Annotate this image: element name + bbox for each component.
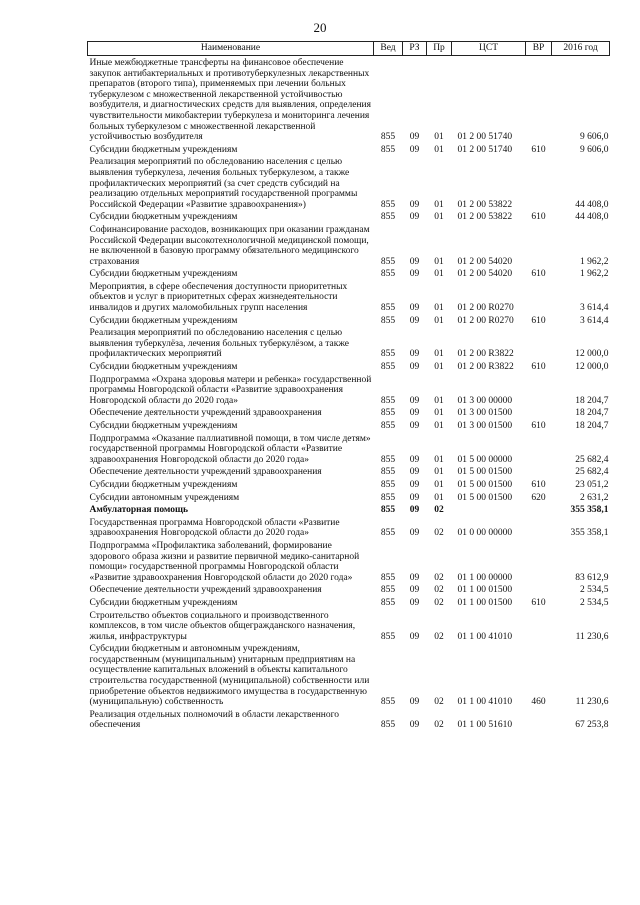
cell-ved: 855 <box>380 303 396 314</box>
cell-vr <box>526 56 552 143</box>
cell-rz: 09 <box>409 505 420 516</box>
cell-name: Подпрограмма «Профилактика заболеваний, формирование здорового образа жизни и развитие первичной медико-санитарной помощи» государственной программы Новгородской области «Развитие здравоохранения Новгородской области до 2020 года» <box>89 540 360 583</box>
cell-cst: 01 2 00 54020 <box>457 256 513 267</box>
cell-rz: 09 <box>409 315 420 326</box>
cell-pr: 01 <box>434 421 444 431</box>
cell-vr <box>526 516 552 539</box>
cell-rz: 09 <box>409 212 420 223</box>
cell-name: Субсидии бюджетным учреждениям <box>89 269 238 280</box>
cell-pr: 02 <box>434 631 444 642</box>
cell-pr: 01 <box>434 315 444 326</box>
cell-cst: 01 2 00 R0270 <box>457 315 514 326</box>
cell-ved: 855 <box>380 528 396 539</box>
cell-cst: 01 1 00 51610 <box>457 720 513 731</box>
table-row <box>88 143 610 156</box>
cell-ved: 855 <box>380 349 396 360</box>
cell-cst: 01 1 00 01500 <box>457 597 513 608</box>
cell-rz: 09 <box>409 395 420 406</box>
cell-name: Подпрограмма «Оказание паллиативной помощи, в том числе детям» государственной программы Новгородской области «Развитие здравоохранения Новгородской области до 2020 года» <box>89 433 371 465</box>
cell-name: Обеспечение деятельности учреждений здравоохранения <box>89 408 322 419</box>
cell-sum: 25 682,4 <box>575 467 609 478</box>
cell-vr: 610 <box>531 144 546 155</box>
cell-rz: 09 <box>409 349 420 360</box>
cell-sum: 12 000,0 <box>575 362 609 373</box>
cell-name: Субсидии бюджетным учреждениям <box>89 212 238 223</box>
cell-name: Реализация мероприятий по обследованию населения с целью выявления туберкулёза, лечения больных туберкулёзом, а также профилактических мероприятий <box>89 328 350 360</box>
cell-rz: 09 <box>409 362 420 373</box>
cell-rz: 09 <box>409 303 420 314</box>
cell-pr: 02 <box>434 720 444 731</box>
cell-rz: 09 <box>409 597 420 608</box>
table-row <box>88 516 610 539</box>
cell-rz: 09 <box>409 631 420 642</box>
cell-vr: 610 <box>531 212 546 223</box>
column-header-pr: Пр <box>427 42 452 56</box>
cell-ved: 855 <box>380 505 396 516</box>
cell-name: Иные межбюджетные трансферты на финансовое обеспечение закупок антибактериальных и противотуберкулезных лекарственных препаратов (второго типа), применяемых при лечении больных туберкулезом с множественной лекарственной устойчивостью возбудителя, и диагностических средств для выявления, определения чувствительности микобактерии туберкулеза и мониторинга лечения больных туберкулезом с множественной лекарственной устойчивостью возбудителя <box>89 58 371 143</box>
cell-name: Реализация отдельных полномочий в области лекарственного обеспечения <box>89 709 340 731</box>
cell-ved: 855 <box>380 454 396 465</box>
cell-cst: 01 2 00 R0270 <box>457 303 514 314</box>
cell-cst: 01 1 00 01500 <box>457 585 513 596</box>
cell-pr: 01 <box>434 199 444 210</box>
cell-ved: 855 <box>380 631 396 642</box>
cell-cst: 01 3 00 01500 <box>457 421 513 431</box>
cell-name: Софинансирование расходов, возникающих при оказании гражданам Российской Федерации высокотехнологичной медицинской помощи, не включенной в базовую программу обязательного медицинского страхования <box>89 224 370 267</box>
table-row <box>88 223 610 267</box>
cell-cst: 01 3 00 00000 <box>457 395 513 406</box>
table-row <box>88 326 610 360</box>
column-header-ved: Вед <box>374 42 403 56</box>
cell-vr: 610 <box>531 269 546 280</box>
cell-pr: 01 <box>434 269 444 280</box>
cell-sum: 44 408,0 <box>575 199 609 210</box>
cell-rz: 09 <box>409 144 420 155</box>
cell-cst: 01 1 00 41010 <box>457 631 513 642</box>
column-header-sum: 2016 год <box>552 42 610 56</box>
table-row <box>88 583 610 596</box>
page-number: 20 <box>313 20 327 35</box>
table-row <box>88 596 610 609</box>
table-row <box>88 539 610 583</box>
cell-sum: 18 204,7 <box>575 421 609 431</box>
cell-pr: 01 <box>434 256 444 267</box>
cell-rz: 09 <box>409 720 420 731</box>
table-row <box>88 491 610 504</box>
cell-sum: 11 230,6 <box>575 631 609 642</box>
cell-vr <box>526 326 552 360</box>
cell-pr: 02 <box>434 697 444 708</box>
cell-rz: 09 <box>409 408 420 419</box>
cell-rz: 09 <box>409 454 420 465</box>
cell-sum: 355 358,1 <box>570 505 609 516</box>
table-row <box>88 642 610 708</box>
cell-cst: 01 2 00 53822 <box>457 212 513 223</box>
cell-vr <box>526 223 552 267</box>
cell-ved: 855 <box>380 199 396 210</box>
cell-ved: 855 <box>380 492 396 503</box>
cell-sum: 9 606,0 <box>580 144 609 155</box>
cell-rz: 09 <box>409 467 420 478</box>
cell-sum: 3 614,4 <box>580 303 609 314</box>
table-row <box>88 267 610 280</box>
cell-cst: 01 5 00 01500 <box>457 479 513 490</box>
table-row <box>88 419 610 432</box>
cell-vr <box>526 465 552 478</box>
cell-sum: 1 962,2 <box>580 269 609 280</box>
cell-sum: 355 358,1 <box>570 528 609 539</box>
cell-ved: 855 <box>380 269 396 280</box>
cell-name: Обеспечение деятельности учреждений здравоохранения <box>89 467 322 478</box>
cell-rz: 09 <box>409 697 420 708</box>
cell-ved: 855 <box>380 362 396 373</box>
table-row <box>88 155 610 210</box>
cell-rz: 09 <box>409 479 420 490</box>
cell-pr: 01 <box>434 467 444 478</box>
cell-vr: 610 <box>531 479 546 490</box>
cell-name: Реализация мероприятий по обследованию населения с целью выявления туберкулеза, лечения больных туберкулезом, а также профилактических мероприятий (за счет средств субсидий на реализацию отдельных мероприятий государственной программы Российской Федерации «Развитие здравоохранения») <box>89 157 358 210</box>
cell-name: Государственная программа Новгородской области «Развитие здравоохранения Новгородской области до 2020 года» <box>89 517 340 539</box>
cell-pr: 01 <box>434 303 444 314</box>
cell-pr: 01 <box>434 408 444 419</box>
cell-pr: 01 <box>434 212 444 223</box>
cell-rz: 09 <box>409 528 420 539</box>
cell-rz: 09 <box>409 421 420 431</box>
cell-vr <box>526 406 552 419</box>
cell-pr: 01 <box>434 144 444 155</box>
table-row <box>88 280 610 314</box>
table-row <box>88 56 610 143</box>
cell-name: Субсидии бюджетным и автономным учреждениям, государственным (муниципальным) унитарным предприятиям на осуществление капитальных вложений в объекты капитального строительства государственной (муниципальной) собственности или приобретение объектов недвижимого имущества в государственную (муниципальную) собственность <box>89 644 370 708</box>
cell-vr <box>526 708 552 731</box>
cell-ved: 855 <box>380 479 396 490</box>
cell-pr: 02 <box>434 585 444 596</box>
cell-pr: 01 <box>434 362 444 373</box>
cell-sum: 83 612,9 <box>575 572 609 583</box>
cell-name: Субсидии бюджетным учреждениям <box>89 144 238 155</box>
cell-rz: 09 <box>409 585 420 596</box>
cell-pr: 02 <box>434 528 444 539</box>
table-row <box>88 210 610 223</box>
cell-ved: 855 <box>380 132 396 143</box>
cell-sum: 2 534,5 <box>580 597 609 608</box>
table-row <box>88 373 610 407</box>
cell-name: Строительство объектов социального и производственного комплексов, в том числе объектов общегражданского назначения, жилья, инфраструктуры <box>89 610 356 642</box>
cell-cst: 01 1 00 41010 <box>457 697 513 708</box>
budget-table <box>87 41 610 731</box>
column-header-vr: ВР <box>526 42 552 56</box>
cell-ved: 855 <box>380 315 396 326</box>
cell-vr <box>526 155 552 210</box>
cell-sum: 2 534,5 <box>580 585 609 596</box>
column-header-rz: РЗ <box>403 42 427 56</box>
cell-name: Субсидии бюджетным учреждениям <box>89 315 238 326</box>
cell-sum: 44 408,0 <box>575 212 609 223</box>
cell-pr: 02 <box>434 597 444 608</box>
table-body <box>88 56 610 732</box>
cell-pr: 01 <box>434 492 444 503</box>
table-row <box>88 406 610 419</box>
table-row <box>88 503 610 516</box>
cell-ved: 855 <box>380 597 396 608</box>
cell-cst: 01 3 00 01500 <box>457 408 513 419</box>
cell-vr <box>526 373 552 407</box>
table-row <box>88 478 610 491</box>
cell-sum: 1 962,2 <box>580 256 609 267</box>
cell-cst: 01 2 00 51740 <box>457 132 513 143</box>
table-row <box>88 609 610 643</box>
cell-sum: 25 682,4 <box>575 454 609 465</box>
table-header <box>88 42 610 56</box>
cell-ved: 855 <box>380 697 396 708</box>
cell-ved: 855 <box>380 408 396 419</box>
cell-cst: 01 2 00 54020 <box>457 269 513 280</box>
cell-cst: 01 5 00 01500 <box>457 467 513 478</box>
cell-rz: 09 <box>409 572 420 583</box>
cell-cst: 01 2 00 R3822 <box>457 362 514 373</box>
cell-name: Амбулаторная помощь <box>89 505 189 516</box>
cell-sum: 11 230,6 <box>575 697 609 708</box>
cell-pr: 01 <box>434 454 444 465</box>
cell-pr: 01 <box>434 349 444 360</box>
cell-vr <box>526 539 552 583</box>
cell-vr <box>526 503 552 516</box>
cell-vr <box>526 432 552 466</box>
cell-name: Субсидии бюджетным учреждениям <box>89 479 238 490</box>
cell-name: Обеспечение деятельности учреждений здравоохранения <box>89 585 322 596</box>
cell-cst <box>452 503 526 516</box>
cell-ved: 855 <box>380 212 396 223</box>
cell-ved: 855 <box>380 720 396 731</box>
column-header-name: Наименование <box>88 42 374 56</box>
cell-name: Субсидии бюджетным учреждениям <box>89 362 238 373</box>
cell-name: Субсидии автономным учреждениям <box>89 492 240 503</box>
cell-sum: 18 204,7 <box>575 408 609 419</box>
cell-sum: 12 000,0 <box>575 349 609 360</box>
cell-rz: 09 <box>409 269 420 280</box>
cell-pr: 01 <box>434 395 444 406</box>
cell-sum: 3 614,4 <box>580 315 609 326</box>
cell-pr: 02 <box>434 572 444 583</box>
cell-sum: 2 631,2 <box>580 492 609 503</box>
cell-sum: 23 051,2 <box>575 479 609 490</box>
cell-vr: 620 <box>531 492 546 503</box>
cell-vr <box>526 280 552 314</box>
table-row <box>88 314 610 327</box>
cell-name: Подпрограмма «Охрана здоровья матери и ребенка» государственной программы Новгородской области «Развитие здравоохранения Новгородской области до 2020 года» <box>89 374 372 406</box>
cell-rz: 09 <box>409 492 420 503</box>
cell-ved: 855 <box>380 395 396 406</box>
cell-rz: 09 <box>409 132 420 143</box>
cell-name: Субсидии бюджетным учреждениям <box>89 421 238 431</box>
cell-cst: 01 5 00 00000 <box>457 454 513 465</box>
cell-cst: 01 0 00 00000 <box>457 528 513 539</box>
cell-pr: 01 <box>434 132 444 143</box>
cell-vr <box>526 583 552 596</box>
cell-ved: 855 <box>380 256 396 267</box>
cell-ved: 855 <box>380 144 396 155</box>
table-row <box>88 360 610 373</box>
cell-cst: 01 1 00 00000 <box>457 572 513 583</box>
cell-vr: 460 <box>531 697 546 708</box>
cell-cst: 01 2 00 R3822 <box>457 349 514 360</box>
cell-sum: 9 606,0 <box>580 132 609 143</box>
cell-pr: 02 <box>434 505 444 516</box>
cell-cst: 01 2 00 53822 <box>457 199 513 210</box>
cell-ved: 855 <box>380 585 396 596</box>
table-row <box>88 708 610 731</box>
cell-vr: 610 <box>531 362 546 373</box>
cell-vr: 610 <box>531 315 546 326</box>
cell-ved: 855 <box>380 467 396 478</box>
cell-rz: 09 <box>409 256 420 267</box>
cell-sum: 18 204,7 <box>575 395 609 406</box>
cell-vr <box>526 609 552 643</box>
cell-cst: 01 5 00 01500 <box>457 492 513 503</box>
cell-sum: 67 253,8 <box>575 720 609 731</box>
cell-ved: 855 <box>380 421 396 431</box>
cell-name: Субсидии бюджетным учреждениям <box>89 597 238 608</box>
cell-pr: 01 <box>434 479 444 490</box>
cell-name: Мероприятия, в сфере обеспечения доступности приоритетных объектов и услуг в приоритетных сферах жизнедеятельности инвалидов и других маломобильных групп населения <box>89 281 348 314</box>
cell-ved: 855 <box>380 572 396 583</box>
cell-vr: 610 <box>531 421 546 431</box>
cell-vr: 610 <box>531 597 546 608</box>
cell-cst: 01 2 00 51740 <box>457 144 513 155</box>
table-row <box>88 432 610 466</box>
cell-rz: 09 <box>409 199 420 210</box>
column-header-cst: ЦСТ <box>452 42 526 56</box>
table-row <box>88 465 610 478</box>
